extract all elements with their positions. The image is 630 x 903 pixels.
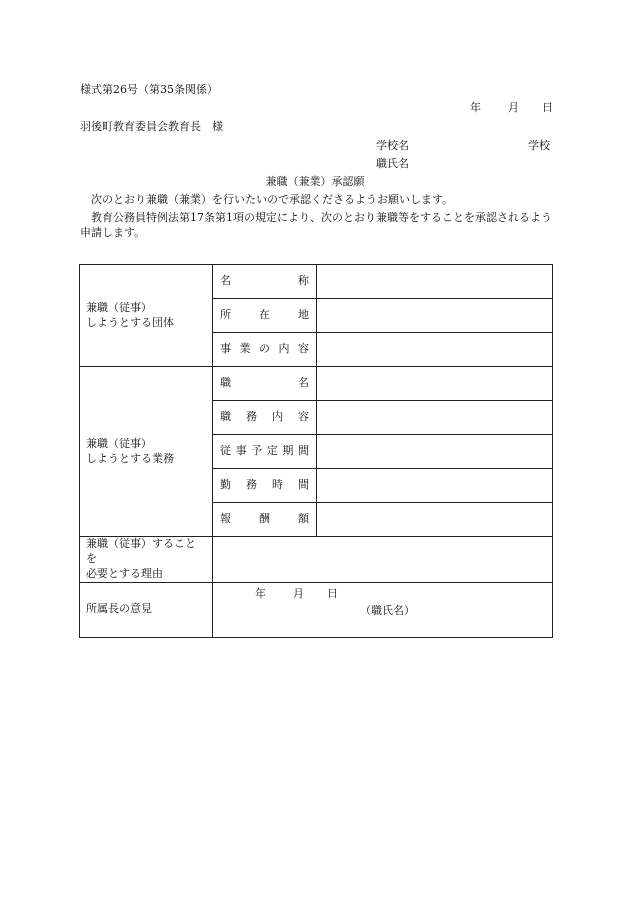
- table-row: [80, 367, 553, 401]
- date-line: [470, 101, 553, 116]
- school-name-label: 学校名: [376, 139, 409, 152]
- org-field-label-name: 名 称: [213, 265, 317, 299]
- reason-label-line-2: 必要とする理由: [86, 566, 163, 580]
- work-hours-value-cell[interactable]: [317, 469, 553, 503]
- work-label-cell: [80, 367, 213, 537]
- org-name-value-cell[interactable]: [317, 265, 553, 299]
- table-row: [80, 582, 553, 637]
- work-field-label-hours: 勤 務 時 間: [213, 469, 317, 503]
- table-row: [80, 265, 553, 299]
- opinion-label-cell: 所属長の意見: [80, 582, 213, 637]
- application-table: [79, 264, 553, 638]
- date-day-label: 日: [542, 101, 553, 114]
- opinion-date-month: 月: [293, 586, 304, 600]
- opinion-date-line: [255, 587, 338, 602]
- reason-label-line-1: 兼職（従事）することを: [86, 537, 196, 565]
- work-field-label-pay: 報 酬 額: [213, 503, 317, 537]
- org-address-value-cell[interactable]: [317, 299, 553, 333]
- org-field-label-business: 事 業 の 内 容: [213, 333, 317, 367]
- work-field-label-position: 職 名: [213, 367, 317, 401]
- table-row: [80, 537, 553, 583]
- org-field-label-address: 所 在 地: [213, 299, 317, 333]
- work-position-value-cell[interactable]: [317, 367, 553, 401]
- reason-label-cell: [80, 537, 213, 583]
- work-duties-value-cell[interactable]: [317, 401, 553, 435]
- date-month-label: 月: [508, 101, 519, 114]
- org-label-cell: [80, 265, 213, 367]
- applicant-name-label: 職氏名: [376, 157, 409, 170]
- work-period-value-cell[interactable]: [317, 435, 553, 469]
- date-year-label: 年: [470, 101, 481, 114]
- org-business-value-cell[interactable]: [317, 333, 553, 367]
- school-suffix: 学校: [528, 139, 550, 152]
- addressee: 羽後町教育委員会教育長 様: [80, 120, 223, 133]
- document-title: 兼職（兼業）承認願: [265, 175, 365, 188]
- org-label-line-1: 兼職（従事）: [86, 300, 152, 314]
- opinion-value-cell[interactable]: [213, 582, 553, 637]
- work-label-line-2: しようとする業務: [86, 451, 174, 465]
- work-pay-value-cell[interactable]: [317, 503, 553, 537]
- work-label-line-1: 兼職（従事）: [86, 436, 152, 450]
- reason-value-cell[interactable]: [213, 537, 553, 583]
- opinion-date-year: 年: [255, 586, 266, 600]
- form-number: 様式第26号（第35条関係）: [80, 83, 218, 96]
- intro-paragraph-2: 教育公務員特例法第17条第1項の規定により、次のとおり兼職等をすることを承認されるよう申請します。: [80, 211, 552, 239]
- work-field-label-duties: 職 務 内 容: [213, 401, 317, 435]
- opinion-date-day: 日: [327, 586, 338, 600]
- opinion-signer-label: （職氏名）: [360, 603, 415, 617]
- org-label-line-2: しようとする団体: [86, 315, 174, 329]
- work-field-label-period: 従 事 予 定 期 間: [213, 435, 317, 469]
- intro-paragraph-1: 次のとおり兼職（兼業）を行いたいので承認くださるようお願いします。: [91, 193, 454, 206]
